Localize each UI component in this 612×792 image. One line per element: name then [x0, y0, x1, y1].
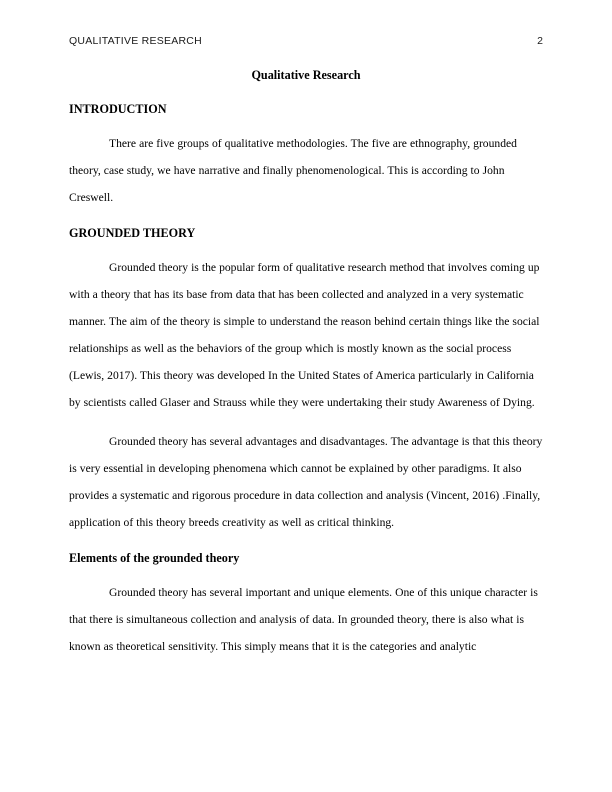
- document-title: Qualitative Research: [251, 68, 361, 82]
- paragraph: There are five groups of qualitative methodologies. The five are ethnography, grounded theory, case study, we have narrative and finally phenomenological. This is according to John Creswell.: [69, 137, 517, 204]
- paragraph: Grounded theory has several important and unique elements. One of this unique character is that there is simultaneous collection and analysis of data. In grounded theory, there is also what is known as theoretical sensitivity. This simply means that it is the categories and analytic: [69, 586, 538, 653]
- running-header: [69, 35, 543, 51]
- paragraph: Grounded theory has several advantages and disadvantages. The advantage is that this theory is very essential in developing phenomena which cannot be explained by other paradigms. It also provides a systematic and rigorous procedure in data collection and analysis (Vincent, 2016) .Finally, application of this theory breeds creativity as well as critical thinking.: [69, 435, 543, 529]
- paragraph: Grounded theory is the popular form of qualitative research method that involves coming up with a theory that has its base from data that has been collected and analyzed in a very systematic manner. The aim of the theory is simple to understand the reason behind certain things like the social relationships as well as the behaviors of the group which is mostly known as the social process (Lewis, 2017). This theory was developed In the United States of America particularly in California by scientists called Glaser and Strauss while they were undertaking their study Awareness of Dying.: [69, 261, 540, 409]
- running-header-title: QUALITATIVE RESEARCH: [69, 35, 202, 47]
- page-number: 2: [537, 35, 543, 47]
- section-heading-introduction: INTRODUCTION: [69, 102, 167, 116]
- document-body: [69, 66, 543, 660]
- section-heading-grounded-theory: GROUNDED THEORY: [69, 226, 196, 240]
- section-heading-elements: Elements of the grounded theory: [69, 551, 240, 565]
